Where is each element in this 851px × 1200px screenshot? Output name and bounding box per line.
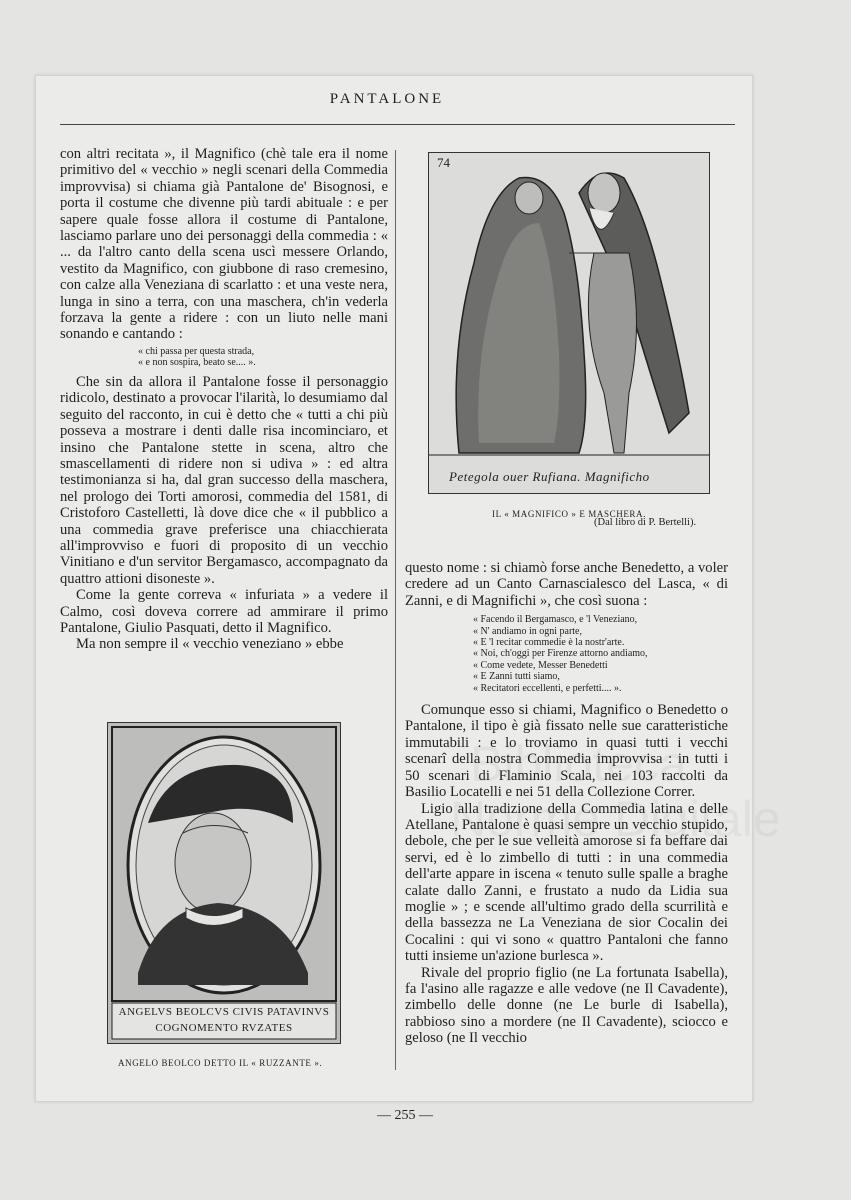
running-header: PANTALONE [329,91,445,107]
quote-line: « Recitatori eccellenti, e perfetti.... ». [473,682,622,694]
left-paragraph-4: Ma non sempre il « vecchio veneziano » ebbe [76,636,344,653]
left-column [60,146,388,653]
column-divider [395,150,396,1070]
portrait-drawing [108,723,340,1043]
quote-line: « Come vedete, Messer Benedetti [473,659,608,671]
engraving-number: 74 [437,155,450,170]
quote-line: « chi passa per questa strada, [138,345,255,357]
quote-line: « e non sospira, beato se.... ». [138,357,256,369]
engraving-drawing [429,153,709,493]
figure-top-source: (Dal libro di P. Bertelli). [594,517,697,528]
right-paragraph-1: questo nome : si chiamò forse anche Benedetto, a voler credere ad un Canto Carnascialesco del Lasca, « di Zanni, e di Magnifichi », che così suona : [405,560,728,609]
quote-line: « N' andiamo in ogni parte, [473,625,582,637]
right-paragraph-4: Rivale del proprio figlio (ne La fortunata Isabella), fa l'asino alle ragazze e alle vedove (ne Il Cavadente), zimbello delle donne (ne Le burle di Isabella), rabbioso sino a mordere (ne Il Cavadente), sciocco e geloso (ne Il vecchio [405,964,728,1047]
page-number: — 255 — [377,1108,433,1123]
right-quote [405,614,728,694]
figure-bottom-caption: ANGELO BEOLCO DETTO IL « RUZZANTE ». [118,1058,323,1068]
quote-line: « E Zanni tutti siamo, [473,671,560,683]
right-paragraph-2: Comunque esso si chiami, Magnifico o Benedetto o Pantalone, il tipo è già fissato nelle sue caratteristiche immutabili : e lo troviamo in quasi tutti i vecchi scenarî della nostra Commedia improvvisa : in tutti i 50 scenari di Flaminio Scala, nei 103 raccolti da Basilio Locatelli e nei 51 della Collezione Correr. [405,702,728,801]
left-paragraph-2: Che sin da allora il Pantalone fosse il personaggio ridicolo, destinato a provocar l'ilarità, lo desumiamo dal seguito del racconto, in cui è detto che « tutti a chi più posseva a mostrare i denti dalle risa incominciaro, et insino che Pantalone stette in scena, altro che smascellamenti di ridere non si udiva » : ed altra testimonianza si ha, dal gran successo della maschera, nel prologo dei Torti amorosi, commedia del 1581, di Cristoforo Castelletti, là dove dice che « il pubblico a una commedia grave preferisce una chiacchierata all'improvviso e fuori di proposito di un vecchio Vinitiano e d'un servitor Bergamasco, accompagnato da quattro attioni disoneste ». [60,373,388,587]
engraving-inscription: Petegola ouer Rufiana. Magnificho [449,469,650,484]
right-column [405,560,728,1047]
quote-line: « Noi, ch'oggi per Firenze attorno andiamo, [473,648,648,660]
magnifico-engraving [428,152,710,494]
left-quote [60,346,388,369]
right-paragraph-3: Ligio alla tradizione della Commedia latina e delle Atellane, Pantalone è quasi sempre un vecchio stupido, debole, che per le sue velleità amorose si fa beffare dai servi, ed è lo zimbello di tutti : in una commedia dell'arte appare in iscena « tenuto sulle spalle a braghe calate dallo Zanni, e frustato a nudo da Lidia sua moglie » ; e scende all'ultimo grado della scurrilità e della bassezza ne La Veneziana de sior Cocalin dei Cocalini : qui vi sono « quattro Pantaloni che fanno tutti insieme un'azione burlesca ». [405,800,728,965]
left-paragraph-1: con altri recitata », il Magnifico (chè tale era il nome primitivo del « vecchio » negli scenari della Commedia improvvisa) si chiama già Pantalone de' Bisognosi, e porta il costume che divenne più tardi abituale : e per sapere quale fosse allora il costume di Pantalone, lasciamo parlare uno dei personaggi della commedia : « ... da l'altro canto della scena uscì messere Orlando, vestito da Magnifico, con giubbone di raso cremesino, con calze alla Veneziana di scarlatto : et una veste nera, lunga in sino a terra, con una maschera, ch'in vederla forzava la gente a ridere : con un liuto nelle mani sonando e cantando : [60,146,388,343]
left-paragraph-3: Come la gente correva « infuriata » a vedere il Calmo, così doveva correre ad ammirare il primo Pantalone, Giulio Pasquati, detto il Magnifico. [60,587,388,636]
header-rule [60,124,735,125]
figure-top-caption: IL « MAGNIFICO » E MASCHERA. [492,509,646,519]
quote-line: « Facendo il Bergamasco, e 'l Veneziano, [473,614,638,626]
ruzzante-portrait [107,722,341,1044]
portrait-inscription-line1: ANGELVS BEOLCVS CIVIS PATAVINVS [118,1006,330,1018]
portrait-inscription-line2: COGNOMENTO RVZATES [155,1022,293,1034]
quote-line: « E 'l recitar commedie è la nostr'arte. [473,637,625,649]
